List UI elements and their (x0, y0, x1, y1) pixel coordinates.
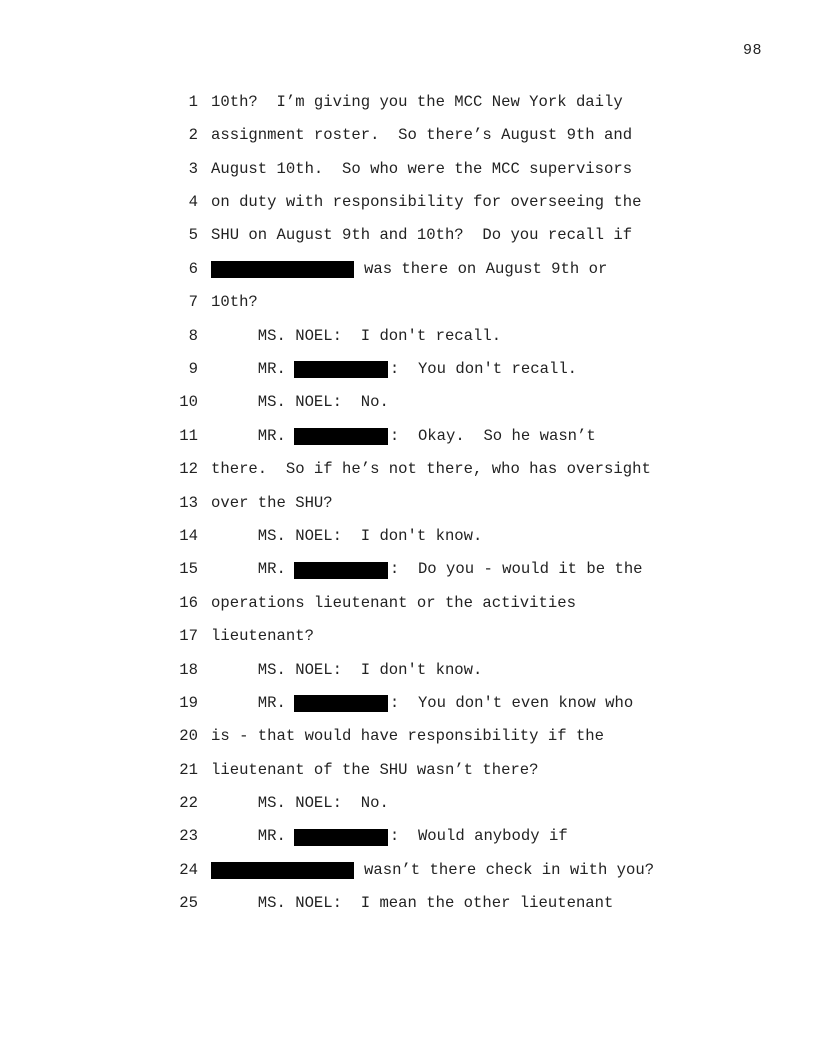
line-text-segment: is - that would have responsibility if the (211, 727, 605, 746)
transcript-line (168, 553, 688, 586)
transcript-line (168, 720, 688, 753)
line-number: 12 (179, 460, 198, 479)
line-number: 23 (179, 827, 198, 846)
transcript-line (168, 153, 688, 186)
line-number: 4 (188, 193, 198, 212)
line-text (211, 493, 333, 512)
line-number: 1 (188, 92, 198, 111)
line-text-segment: lieutenant of the SHU wasn’t there? (211, 760, 539, 779)
transcript-line (168, 854, 688, 887)
transcript-line (168, 821, 688, 854)
line-text-segment: MS. NOEL: I don't recall. (211, 326, 502, 345)
redaction-box (294, 428, 388, 445)
line-number: 9 (188, 360, 198, 379)
transcript-line (168, 487, 688, 520)
transcript-body (168, 86, 688, 921)
line-number: 13 (179, 493, 198, 512)
line-text (211, 428, 596, 445)
line-text-segment: MS. NOEL: I mean the other lieutenant (211, 894, 614, 913)
line-text-segment: assignment roster. So there’s August 9th and (211, 126, 633, 145)
line-text (211, 261, 607, 278)
line-number: 25 (179, 894, 198, 913)
line-text (211, 862, 654, 879)
line-text-segment: August 10th. So who were the MCC supervisors (211, 159, 633, 178)
transcript-line (168, 286, 688, 319)
line-text (211, 295, 258, 311)
line-text-segment: MS. NOEL: I don't know. (211, 526, 483, 545)
transcript-line (168, 453, 688, 486)
line-text-segment: : You don't even know who (389, 693, 634, 712)
line-text-segment: MS. NOEL: No. (211, 794, 389, 813)
transcript-line (168, 320, 688, 353)
line-text (211, 729, 604, 745)
line-text (211, 760, 539, 779)
line-text-segment: MR. (211, 560, 286, 579)
transcript-line (168, 387, 688, 420)
line-number: 24 (179, 860, 198, 879)
line-number: 16 (179, 593, 198, 612)
line-text (211, 228, 632, 244)
transcript-line (168, 520, 688, 553)
line-text (211, 660, 483, 679)
line-text (211, 92, 623, 111)
line-text-segment: over the SHU? (211, 493, 333, 512)
line-text-segment: operations lieutenant or the activities (211, 593, 576, 612)
transcript-line (168, 787, 688, 820)
line-text-segment: on duty with responsibility for overseeing the (211, 193, 642, 212)
line-number: 21 (179, 760, 198, 779)
line-number: 5 (188, 226, 198, 245)
transcript-line (168, 687, 688, 720)
line-text-segment: there. So if he’s not there, who has oversight (211, 460, 651, 479)
line-text-segment: MR. (211, 360, 286, 379)
transcript-line (168, 119, 688, 152)
redaction-box (211, 261, 354, 278)
line-number: 22 (179, 794, 198, 813)
line-number: 3 (188, 159, 198, 178)
line-number: 2 (188, 126, 198, 145)
line-text (211, 896, 613, 912)
line-number: 8 (188, 326, 198, 345)
line-text-segment: 10th? I’m giving you the MCC New York daily (211, 92, 623, 111)
line-text-segment: MR. (211, 426, 286, 445)
transcript-line (168, 887, 688, 920)
line-text-segment: : Would anybody if (389, 827, 568, 846)
line-number: 14 (179, 526, 198, 545)
line-text-segment: SHU on August 9th and 10th? Do you recall if (211, 226, 633, 245)
transcript-line (168, 86, 688, 119)
line-text (211, 695, 633, 712)
line-text (211, 562, 643, 579)
line-number: 18 (179, 660, 198, 679)
line-text-segment: wasn’t there check in with you? (364, 860, 655, 879)
line-text (211, 629, 314, 645)
line-number: 17 (179, 627, 198, 646)
line-number: 7 (188, 293, 198, 312)
line-number: 10 (179, 393, 198, 412)
redaction-box (211, 862, 354, 879)
transcript-line (168, 220, 688, 253)
line-text-segment: MS. NOEL: No. (211, 393, 389, 412)
line-text-segment: MR. (211, 827, 286, 846)
line-text (211, 593, 576, 612)
line-number: 11 (179, 426, 198, 445)
line-text-segment: : Okay. So he wasn’t (389, 426, 596, 445)
line-text-segment: lieutenant? (211, 627, 314, 646)
line-text (211, 526, 483, 545)
transcript-line (168, 353, 688, 386)
line-text (211, 361, 577, 378)
line-number: 6 (188, 259, 198, 278)
redaction-box (294, 562, 388, 579)
line-text (211, 159, 633, 178)
transcript-line (168, 654, 688, 687)
line-text-segment: : You don't recall. (389, 360, 578, 379)
line-text (211, 829, 568, 846)
transcript-line (168, 420, 688, 453)
line-text-segment: MS. NOEL: I don't know. (211, 660, 483, 679)
transcript-line (168, 620, 688, 653)
line-number: 15 (179, 560, 198, 579)
line-text-segment: was there on August 9th or (364, 259, 608, 278)
line-text-segment: : Do you - would it be the (389, 560, 643, 579)
line-text-segment: MR. (211, 693, 286, 712)
line-text (211, 195, 641, 211)
line-text-segment: 10th? (211, 293, 258, 312)
line-number: 19 (179, 693, 198, 712)
redaction-box (294, 829, 388, 846)
redaction-box (294, 695, 388, 712)
transcript-line (168, 186, 688, 219)
transcript-line (168, 253, 688, 286)
line-text (211, 128, 632, 144)
line-text (211, 395, 389, 411)
line-text (211, 796, 389, 812)
transcript-line (168, 754, 688, 787)
page-number: 98 (742, 42, 762, 59)
transcript-line (168, 587, 688, 620)
line-text (211, 326, 502, 345)
line-text (211, 462, 651, 478)
redaction-box (294, 361, 388, 378)
line-number: 20 (179, 727, 198, 746)
